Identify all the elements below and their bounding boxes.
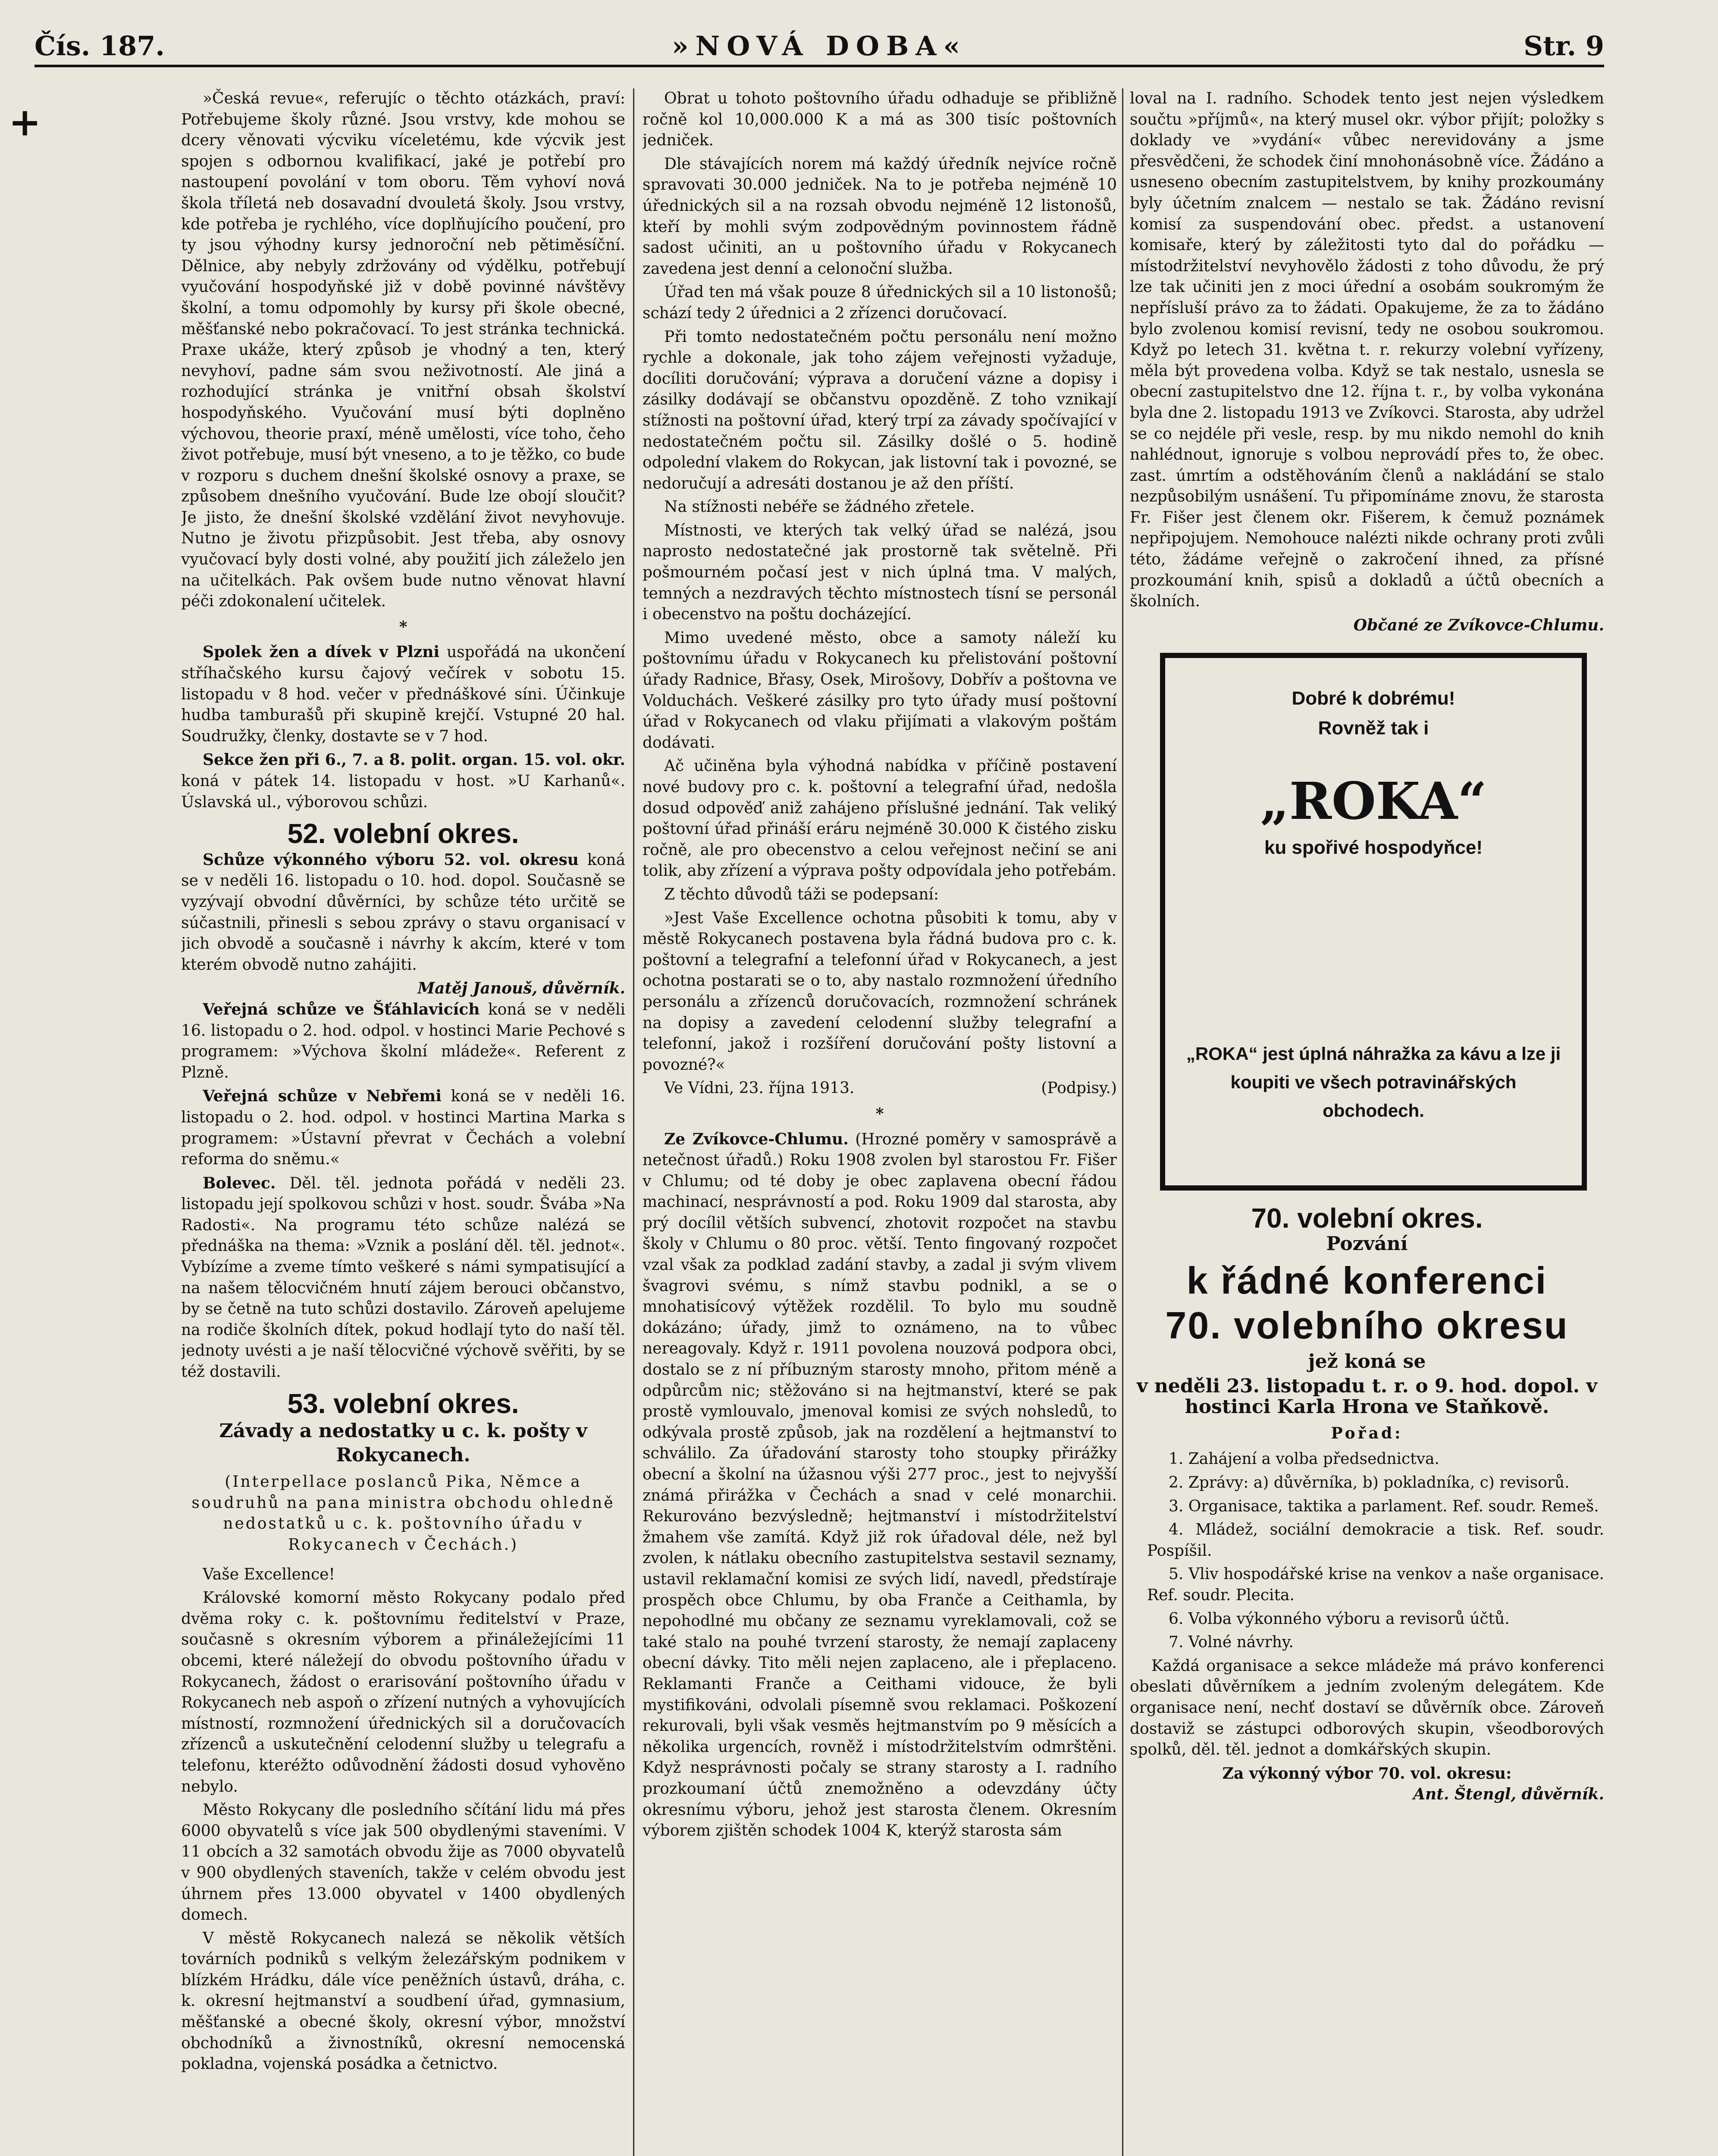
section-heading-53: 53. volební okres. xyxy=(287,1388,519,1419)
interpellation-subtitle: (Interpellace poslanců Pika, Němce a soudruhů na pana ministra obchodu ohledně nedostatků u c. k. poštovního úřadu v Rokycanech v Čechách.) xyxy=(191,1473,615,1554)
article-paragraph: Při tomto nedostatečném počtu personálu není možno rychle a dokonale, jak toho zájem veřejnosti vyžaduje, docíliti doručování; výprava a doručení vázne a dopisy i zásilky dodávají se občanstvu opozděně. Z toho vznikají stížnosti na poštovní úřad, který trpí za závady spočívající v nedostatečném počtu sil. Zásilky došlé o 5. hodině odpolední vlakem do Rokycan, jak listovní tak i povozné, se nedoručují a adresáti dostanou je až den příští. xyxy=(643,328,1117,492)
notice-heading: Bolevec. xyxy=(203,1174,276,1192)
dateline-text: Ve Vídni, 23. října 1913. xyxy=(664,1079,855,1097)
page-number: Str. 9 xyxy=(1524,30,1604,62)
program-item: 2. Zprávy: a) důvěrníka, b) pokladníka, c) revisorů. xyxy=(1169,1473,1570,1492)
notice-paragraph xyxy=(181,1173,625,1383)
article-paragraph: V městě Rokycanech nalezá se několik větších továrních podniků s velkým železářským podnikem v blízkém Hrádku, dále více peněžních ústavů, dráha, c. k. okresní hejtmanství a soudbení úřad, gymnasium, měšťanské a obecné školy, okresní výbor, množství obchodníků a živnostníků, okresní nemocenská pokladna, vojenská posádka a četnictvo. xyxy=(181,1929,625,2073)
program-item: 3. Organisace, taktika a parlament. Ref. soudr. Remeš. xyxy=(1169,1497,1599,1515)
notice-text: koná se v neděli 16. listopadu o 2. hod. odpol. v hostinci Martina Marka s programem: »Ústavní převrat v Čechách a volební reforma do sněmu.« xyxy=(181,1087,625,1169)
notice-text: Děl. těl. jednota pořádá v neděli 23. listopadu její spolkovou schůzi v host. soudr. Švába »Na Radosti«. Na programu této schůze nalézá se přednáška na thema: »Vznik a poslání děl. těl. jednot«. Vybízíme a zveme tímto veškeré s námi sympatisující a na našem tělocvičném hnutí zájem berouci občanstvo, by se četně na tuto schůzi dostavilo. Zároveň apelujeme na rodiče školních dítek, pokud hodlají tyto do naší těl. jednoty uvésti a je naší tělocvičné výchově svěřiti, by se též dostavili. xyxy=(181,1174,625,1381)
article-paragraph: Úřad ten má však pouze 8 úřednických sil a 10 listonošů; schází tedy 2 úřednici a 2 zřízenci doručovací. xyxy=(643,283,1117,322)
separator-star: * xyxy=(399,617,408,636)
masthead xyxy=(34,26,1604,67)
column-2 xyxy=(643,88,1117,2156)
committee-line: Za výkonný výbor 70. vol. okresu: xyxy=(1222,1764,1512,1783)
notice-heading: Spolek žen a dívek v Plzni xyxy=(203,643,440,661)
article-paragraph: Místnosti, ve kterých tak velký úřad se nalézá, jsou naprosto nedostatečné jak prostorně tak světelně. Při pošmourném počasí jest v nich úplná tma. V malých, temných a nezdravých těchto místnostech tísní se personál i obecenstvo na poštu docházející. xyxy=(643,521,1117,624)
notice-heading: Schůze výkonného výboru 52. vol. okresu xyxy=(203,850,579,869)
notice-heading: Veřejná schůze ve Šťáhlavicích xyxy=(203,1000,480,1018)
notice-paragraph xyxy=(181,749,625,813)
ad-line: Dobré k dobrému! xyxy=(1292,688,1455,709)
article-paragraph: Každá organisace a sekce mládeže má právo konferenci obeslati důvěrníkem a jedním zvoleným delegátem. Kde organisace není, nechť dostaví se důvěrník obce. Zároveň dostaviž se zástupci odborových skupin, všeodborových spolků, děl. těl. jednot a domkářských skupin. xyxy=(1130,1657,1604,1759)
notice-paragraph xyxy=(181,999,625,1083)
margin-cross-mark: + xyxy=(9,99,41,145)
newspaper-title: »NOVÁ DOBA« xyxy=(671,30,967,62)
article-paragraph: Dle stávajících norem má každý úředník nejvíce ročně spravovati 30.000 jedniček. Na to je potřeba nejméně 10 úřednických sil a na rozsah obvodu nejméně 12 listonošů, kteří by mohli svým zodpovědným povinnostem řádně sadost učiniti, an u poštovního úřadu v Rokycanech zavedena jest denní a celonoční služba. xyxy=(643,155,1117,278)
ad-description: „ROKA“ jest úplná náhražka za kávu a lze ji koupiti ve všech potravinářských obchodech. xyxy=(1186,1043,1561,1121)
article-paragraph: Město Rokycany dle posledního sčítání lidu má přes 6000 obyvatelů s více jak 500 obydlenými staveními. V 11 obcích a 32 samotách obvodu žije as 7000 obyvatelů v 900 obydlených staveních, takže v celém obvodu jest úhrnem přes 13.000 obyvatel v 1400 obydlených domech. xyxy=(181,1801,625,1924)
notice-paragraph xyxy=(181,642,625,747)
separator-star: * xyxy=(875,1104,884,1123)
article-paragraph: Z těchto důvodů táži se podepsaní: xyxy=(664,885,939,903)
article-paragraph: Obrat u tohoto poštovního úřadu odhaduje se přibližně ročně kol 10,000.000 K a má as 300 tisíc poštovních jedniček. xyxy=(643,90,1117,150)
column-1 xyxy=(181,88,625,2156)
notice-text: koná se v neděli 16. listopadu o 2. hod. odpol. v hostinci Marie Pechové s programem: »Výchova školní mládeže«. Referent z Plzně. xyxy=(181,1000,625,1081)
ad-spacer xyxy=(1182,1125,1564,1155)
notice-heading: Ze Zvíkovce-Chlumu. xyxy=(664,1130,849,1148)
article-paragraph: Královské komorní město Rokycany podalo před dvěma roky c. k. poštovnímu ředitelství v Praze, současně s okresním výborem a přináležejícími 11 obcemi, které náležejí do obvodu poštovního úřadu v Rokycanech, žádost o erarisování poštovního úřadu v Rokycanech neb aspoň o zřízení nutných a vyhovujících místností, rozmnožení úřednických sil a doručovacích zřízenců a uskutečnění celodenní služby u telegrafu a telefonu, kteréžto odůvodnění žádosti dosud vyhověno nebylo. xyxy=(181,1589,625,1796)
dateline xyxy=(643,1078,1117,1099)
article-paragraph: loval na I. radního. Schodek tento jest nejen výsledkem součtu »příjmů«, na který musel okr. výbor přijít; položky s doklady ve »vydání« vůbec nerevidovány a jsme přesvědčeni, že schodek činí mnohonásobně více. Žádáno a usneseno obecním zastupitelstvem, by knihy prozkoumány byly účetním znalcem — nestalo se tak. Žádáno revisní komisí za suspendování obec. předst. a ustanovení komisaře, který by záležitosti tyto dal do pořádku — místodržitelství nevyhovělo žádosti z toho důvodu, že prý lze tak učiniti jen z moci úřední a osobám soukromým že nepřísluší právo za to žádati. Opakujeme, že za to žádáno bylo zvolenou komisí revisní, tedy ne osobou soukromou. Když po letech 31. května t. r. rekurzy volební vyřízeny, měla být provedena volba. Když se tak nestalo, usnesla se obecní zastupitelstvo dne 12. října t. r., by volba vykonána byla dne 2. listopadu 1913 ve Zvíkovci. Starosta, aby udržel se co nejdéle při vesle, resp. by mu nikdo nemohl do knih nahlédnout, ignoruje s volbou neprovádí přes to, že obec. zast. úmrtím a odstěhováním členů a nakládání se stalo nezpůsobilým usnášení. Tu připomínáme znovu, že starosta Fr. Fišer jest členem okr. Fišerem, k čemuž poznámek nepřipojujem. Nemohouce nalézti nikde ochrany proti zvůli této, žádáme veřejně o zakročení ihned, za přísné prozkoumání knih, spisů a dokladů a účtů obecních a školních. xyxy=(1130,90,1604,611)
program-item: 7. Volné návrhy. xyxy=(1169,1633,1294,1651)
ad-line: ku spořivé hospodyňce! xyxy=(1264,837,1483,859)
conference-title: 70. volebního okresu xyxy=(1165,1304,1569,1347)
section-heading-52: 52. volební okres. xyxy=(287,818,519,849)
program-item: 4. Mládež, sociální demokracie a tisk. Ref. soudr. Pospíšil. xyxy=(1147,1521,1604,1560)
article-paragraph: »Česká revue«, referujíc o těchto otázkách, praví: Potřebujeme školy různé. Jsou vrstvy, kde mohou se dcery věnovati výcviku víceletému, kde výcvik jest spojen s odbornou kvalifikací, jaké je potřebí pro nastoupení povolání v tom oboru. Těm vyhoví nová škola tříletá neb dosavadní dvouletá školy. Jsou vrstvy, kde potřeba je rychlého, více doplňujícího poučení, pro ty jsou výhodny kursy jednoroční neb pětiměsíční. Dělnice, aby nebyly zdržovány od výdělku, potřebují vyučování hospodyňské již v době povinné návštěvy školní, a tomu odpomohly by kursy při škole obecné, měšťanské nebo pokračovací. To jest stránka technická. Praxe ukáže, který způsob je vhodný a ten, který nevyhoví, padne sám svou neživotností. Ale jiná a rozhodující stránka je vnitřní obsah školství hospodyňského. Vyučování musí býti doplněno výchovou, theorie praxí, méně umělosti, více toho, čeho život potřebuje, musí být vneseno, a to je těžko, co bude v rozporu s duchem dnešní školské osnovy a praxe, se způsobem dnešního vyučování. Bude lze obojí sloučit? Je jisto, že dnešní školské vzdělání život nevyhovuje. Nutno je životu přizpůsobit. Jest třeba, aby osnovy vyučovací byly dosti volné, aby použití jich záleželo jen na učitelkách. Pak ovšem bude nutno věnovat hlavní péči zdokonalení učitelek. xyxy=(181,90,625,611)
article-paragraph: Mimo uvedené město, obce a samoty náleží ku poštovnímu úřadu v Rokycanech ku přelistování poštovní úřady Radnice, Břasy, Osek, Mirošovy, Dobřív a poštovna ve Volduchách. Veškeré zásilky pro tyto úřady musí poštovní úřad v Rokycanech od vlaku přijímati a vlakovým poštám dodávati. xyxy=(643,629,1117,752)
notice-text: uspořádá na ukončení stříhačského kursu čajový večírek v sobotu 15. listopadu v 8 hod. večer v přednáškové síni. Účinkuje hudba tamburašů při skupině krejčí. Vstupné 20 hal. Soudružky, členky, dostavte se v 7 hod. xyxy=(181,643,625,745)
notice-paragraph xyxy=(181,849,625,976)
conference-title: k řádné konferenci xyxy=(1186,1259,1548,1302)
ad-brand: „ROKA“ xyxy=(1260,771,1487,831)
program-item: 5. Vliv hospodářské krise na venkov a naše organisace. Ref. soudr. Plecita. xyxy=(1147,1565,1604,1604)
notice-text: koná v pátek 14. listopadu v host. »U Karhanů«. Úslavská ul., výborovou schůzi. xyxy=(181,772,625,811)
article-paragraph: »Jest Vaše Excellence ochotna působiti k tomu, aby v městě Rokycanech postavena byla řádná budova pro c. k. poštovní a telegrafní a telefonní úřad v Rokycanech, a jest ochotna postarati se o to, aby nastalo rozmnožení úředního personálu a zřízenců doručovacích, rozmnožení schránek na dopisy a zavedení celodenní služby telegrafní a telefonní, jakož i rozšíření doručování pošty listovní a povozné?« xyxy=(643,909,1117,1074)
conference-subtitle: jež koná se xyxy=(1308,1351,1426,1373)
roka-advertisement xyxy=(1160,653,1587,1190)
signatures-note: (Podpisy.) xyxy=(1041,1079,1117,1097)
notice-heading: Sekce žen při 6., 7. a 8. polit. organ. 15. vol. okr. xyxy=(203,751,625,769)
notice-text: (Hrozné poměry v samosprávě a netečnost úřadů.) Roku 1908 zvolen byl starostou Fr. Fišer v Chlumu; od té doby je obec zaplavena obecní řádou machinací, nesprávností a pod. Roku 1909 dal starosta, aby prý docílil větších subvencí, zhotovit rozpočet na stavbu školy v Chlumu o 80 proc. větší. Tento fingovaný rozpočet vzal však za podklad zadání stavby, a zadal ji svým vlivem švagrovi svému, s nímž stavbu podnikl, a se o mnohatisícový výtěžek rozdělil. To bylo mu soudně dokázáno; úřady, jimž to oznámeno, na to vůbec nereagovaly. Když r. 1911 povolena nouzová podpora obci, dostalo se z ní příbuzným starosty mnoho, přitom méně a odpůrcům nic; stěžováno si na hejtmanství, které se pak prostě vymlouvalo, jmenoval komisi ze svých nohsledů, to odkývala prostě způsob, jak na rozdělení a hejtmanství to schválilo. Za úřadování starosty toho stoupky přirážky obecní a školní na úžasnou výši 277 proc., jest to nejvyšší známá přirážka v Čechách a snad v celé monarchii. Rekurováno bezvýsledně; hejtmanství i místodržitelství žmahem vše zamítá. Když již rok úřadoval déle, než byl zvolen, k nátlaku obecního zastupitelstva sestavil seznamy, ustavil reklamační komisi ze svých lidí, navedl, předstíraje prospěch obce Chlumu, by oba Franče a Ceithamla, by nepohodlné mu občany ze seznamu vyreklamovali, což se také stalo na pouhé tvrzení starosty, že nemají zaplaceny obecní dávky. Tito měli nejen zaplaceno, ale i přeplaceno. Reklamanti Franče a Ceithami vidouce, že byli mystifikováni, odvolali písemně svou reklamaci. Poškození rekurovali, byli však vesměs hejtmanstvím po 9 měsících a několika urgencích, rovněž i místodržitelstvím odmrštěni. Když nesprávnosti počaly se strany starosty a I. radního prozkoumaní účtů znemožněno a odevzdány účty okresnímu výboru, jehož jest starosta členem. Okresním výborem zjištěn schodek 1004 K, kterýž starosta sám xyxy=(643,1130,1117,1840)
notice-text: koná se v neděli 16. listopadu o 10. hod. dopol. Současně se vyzývají obvodní důvěrníci, by schůze této určitě se súčastnili, přinesli s sebou zprávy o stavu organisací v jich obvodě a současně i návrhy k akcím, které v tom kterém obvodě nutno zahájiti. xyxy=(181,851,625,974)
notice-heading: Veřejná schůze v Nebřemi xyxy=(203,1087,442,1106)
article-paragraph: Vaše Excellence! xyxy=(203,1565,335,1583)
article-paragraph: Ač učiněna byla výhodná nabídka v příčině postavení nové budovy pro c. k. poštovní a telegrafní úřad, nedošla dosud odpověď aniž zahájeno příslušné jednání. Tak veliký poštovní úřad přináší eráru nejméně 30.000 K čistého zisku ročně, ale pro obecenstvo a celou veřejnost nečiní se ani tolik, aby zřízení a výprava pošty odpovídala jeho potřebám. xyxy=(643,757,1117,880)
article-paragraph: Na stížnosti nebéře se žádného zřetele. xyxy=(664,498,975,516)
signature: Ant. Štengl, důvěrník. xyxy=(1413,1785,1604,1804)
column-divider xyxy=(1122,88,1123,2156)
program-item: 1. Zahájení a volba předsednictva. xyxy=(1169,1450,1439,1468)
column-divider xyxy=(633,88,634,2156)
notice-paragraph xyxy=(643,1129,1117,1842)
issue-number: Čís. 187. xyxy=(34,30,165,62)
ad-line: Rovněž tak i xyxy=(1318,718,1429,739)
column-3 xyxy=(1130,88,1604,2156)
signature: Matěj Janouš, důvěrník. xyxy=(417,979,625,998)
signature: Občané ze Zvíkovce-Chlumu. xyxy=(1353,616,1604,634)
ad-spacer xyxy=(1182,867,1564,1040)
program-heading: Pořad: xyxy=(1331,1424,1403,1442)
article-title: Závady a nedostatky u c. k. pošty v Rokycanech. xyxy=(219,1420,587,1467)
program-item: 6. Volba výkonného výboru a revisorů účtů. xyxy=(1169,1610,1510,1628)
invitation-label: Pozvání xyxy=(1326,1233,1408,1255)
section-heading-70: 70. volební okres. xyxy=(1251,1202,1483,1234)
conference-date-place: v neděli 23. listopadu t. r. o 9. hod. dopol. v hostinci Karla Hrona ve Staňkově. xyxy=(1136,1375,1597,1418)
notice-paragraph xyxy=(181,1086,625,1170)
